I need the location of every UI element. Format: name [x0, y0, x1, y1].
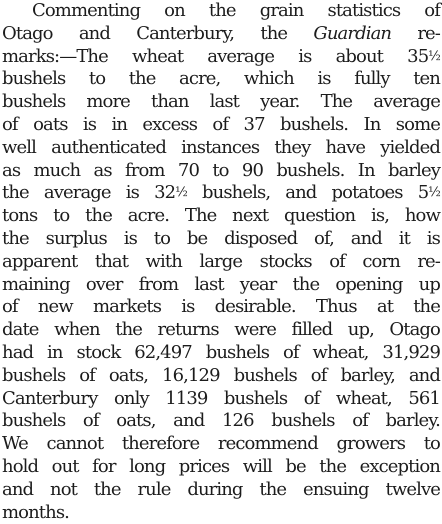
article-line-22: and not the rule during the ensuing twelve: [2, 478, 440, 500]
article-line-6: of oats is in excess of 37 bushels. In some: [2, 113, 440, 135]
article-line-2-start: Otago and Canterbury, the: [2, 22, 314, 44]
article-line-8: as much as from 70 to 90 bushels. In barley: [2, 159, 440, 181]
article-line-2: [0, 23, 442, 46]
article-line-11: the surplus is to be disposed of, and it is: [2, 227, 440, 249]
article-line-9-start: the average is 32: [2, 182, 176, 204]
article-line-19: bushels of oats, and 126 bushels of barley.: [2, 410, 440, 432]
article-line-9-end: bushels, and potatoes 5: [186, 182, 429, 204]
article-line-15: date when the returns were filled up, Otago: [2, 319, 440, 341]
article-line-9: [0, 182, 442, 205]
article-line-3-text: marks:—The wheat average is about 35: [2, 45, 429, 67]
newspaper-name: Guardian: [313, 22, 392, 44]
article-line-2-end: re-: [391, 22, 440, 44]
article-line-23: months.: [2, 501, 69, 523]
potatoes-fraction: ½: [428, 185, 440, 201]
article-line-18: Canterbury only 1139 bushels of wheat, 561: [2, 387, 440, 409]
article-line-16: had in stock 62,497 bushels of wheat, 31,929: [2, 341, 440, 363]
barley-fraction: ½: [175, 185, 187, 201]
article-line-14: of new markets is desirable. Thus at the: [2, 296, 440, 318]
article-line-10: tons to the acre. The next question is, how: [2, 205, 440, 227]
article-line-17: bushels of oats, 16,129 bushels of barley, and: [2, 364, 440, 386]
article-line-5: bushels more than last year. The average: [2, 91, 440, 113]
article-line-12: apparent that with large stocks of corn re-: [2, 250, 440, 272]
article-line-13: maining over from last year the opening up: [2, 273, 440, 295]
article-line-4: bushels to the acre, which is fully ten: [2, 68, 440, 90]
article-line-20: We cannot therefore recommend growers to: [2, 433, 440, 455]
article-line-3: [0, 46, 442, 69]
article-line-1: Commenting on the grain statistics of: [32, 0, 440, 21]
article-line-7: well authenticated instances they have yielded: [2, 136, 440, 158]
article-line-21: hold out for long prices will be the exception: [2, 455, 440, 477]
wheat-fraction: ½: [428, 48, 440, 64]
